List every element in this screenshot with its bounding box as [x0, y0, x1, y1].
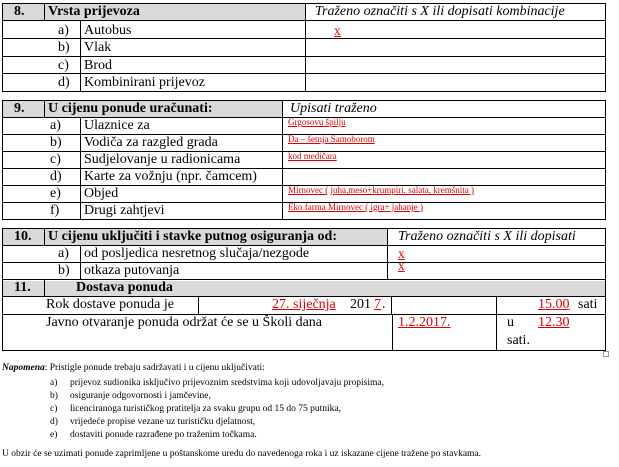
delivery-deadline-time-suffix: sati [578, 297, 598, 312]
section-9-title: U cijenu ponude uračunati: [48, 101, 213, 116]
grid-line [391, 296, 392, 314]
note-item-text: licenciranoga turističkog pratitelja za svaku grupu od 15 do 75 putnika, [70, 404, 341, 414]
item-letter: d) [50, 169, 62, 184]
section-8-title: Vrsta prijevoza [48, 4, 140, 19]
item-letter: d) [58, 75, 70, 90]
item-letter: e) [50, 186, 61, 201]
item-value: kod medičara [288, 151, 337, 161]
grid-line [605, 228, 606, 350]
item-label: Kombinirani prijevoz [84, 75, 205, 90]
grid-line [2, 279, 606, 280]
grid-line [2, 202, 606, 203]
item-label: Objed [84, 186, 119, 201]
item-value: Eko farma Mirnovec ( igra+ jahanje ) [288, 202, 424, 212]
grid-line [2, 296, 606, 297]
grid-line [2, 73, 606, 74]
grid-line [305, 3, 306, 91]
section-10-hint: Traženo označiti s X ili dopisati [398, 229, 576, 244]
note-item-letter: e) [50, 430, 58, 440]
grid-line [2, 117, 606, 118]
item-label: Sudjelovanje u radionicama [84, 152, 241, 167]
note-item-letter: a) [50, 378, 58, 388]
grid-line [605, 3, 606, 91]
section-9-hint: Upisati traženo [290, 101, 377, 116]
item-letter: a) [58, 246, 69, 261]
grid-line [605, 100, 606, 219]
delivery-deadline-time: 15.00 [538, 297, 570, 312]
grid-line [2, 91, 606, 92]
item-label: Ulaznice za [84, 118, 150, 133]
item-letter: a) [50, 118, 61, 133]
note-item-text: dostaviti ponude razrađene po traženim točkama. [70, 430, 257, 440]
item-label: Brod [84, 58, 112, 73]
delivery-deadline-label: Rok dostave ponuda je [46, 297, 174, 312]
section-11-title: Dostava ponuda [76, 280, 173, 295]
grid-line [2, 20, 606, 21]
grid-line [2, 168, 606, 169]
delivery-deadline-year-digit: 7 [374, 297, 381, 312]
grid-line [2, 134, 606, 135]
section-8-number: 8. [14, 4, 25, 19]
grid-line [80, 117, 81, 219]
grid-line [2, 3, 606, 4]
public-opening-label: Javno otvaranje ponuda održat će se u Školi dana [46, 315, 323, 330]
table-end-marker [603, 351, 609, 357]
section-11-number: 11. [14, 280, 31, 295]
grid-line [392, 314, 393, 350]
item-letter: f) [50, 203, 60, 218]
grid-line [2, 245, 606, 246]
grid-line [2, 3, 3, 91]
note-item-text: prijevoz sudionika isključivo prijevoznim sredstvima koji udovoljavaju propisima, [70, 378, 384, 388]
grid-line [2, 38, 606, 39]
grid-line [2, 56, 606, 57]
note-item-text: osiguranje odgovornosti i jamčevine, [70, 391, 211, 401]
grid-line [44, 100, 45, 117]
note-footer: U obzir će se uzimati ponude zaprimljene u poštanskome uredu do navedenoga roka i uz iskazane cijene tražene po stavkama. [2, 449, 482, 459]
section-8-hint: Traženo označiti s X ili dopisati kombinacije [315, 4, 565, 19]
grid-line [2, 350, 606, 351]
item-letter: b) [58, 263, 70, 278]
item-value: Grgosovu špilju [288, 117, 346, 127]
item-label: Autobus [84, 23, 132, 38]
grid-line [2, 219, 606, 220]
item-letter: c) [50, 152, 61, 167]
grid-line [387, 228, 388, 279]
grid-line [2, 228, 3, 350]
section-10-title: U cijenu uključiti i stavke putnog osiguranja od: [48, 229, 337, 244]
item-value: x [334, 23, 341, 38]
public-opening-date: 1.2.2017. [398, 315, 451, 330]
item-letter: b) [58, 40, 70, 55]
item-label: Vlak [84, 40, 112, 55]
grid-line [80, 245, 81, 279]
item-value: Da – šetnja Samoborom [288, 134, 375, 144]
public-opening-time-suffix: sati. [507, 333, 530, 348]
item-label: Drugi zahtjevi [84, 203, 165, 218]
grid-line [80, 20, 81, 91]
item-value: x [398, 246, 405, 261]
grid-line [2, 185, 606, 186]
item-label: od posljedica nesretnog slučaja/nezgode [84, 246, 310, 261]
grid-line [2, 262, 606, 263]
item-letter: a) [58, 23, 69, 38]
note-title: Napomena [2, 363, 45, 373]
item-label: Vodiča za razgled grada [84, 135, 218, 150]
grid-line [2, 228, 606, 229]
item-label: Karte za vožnju (npr. čamcem) [84, 169, 257, 184]
public-opening-u: u [507, 315, 514, 330]
note-item-letter: b) [50, 391, 58, 401]
note-intro: : Pristigle ponude trebaju sadržavati i u cijenu uključivati: [44, 363, 265, 373]
item-label: otkaza putovanja [84, 263, 180, 278]
item-value: x [398, 258, 405, 273]
grid-line [2, 100, 3, 219]
grid-line [282, 100, 283, 219]
grid-line [44, 279, 45, 296]
grid-line [2, 151, 606, 152]
item-letter: b) [50, 135, 62, 150]
note-item-letter: d) [50, 417, 58, 427]
delivery-deadline-year-prefix: 201 [350, 297, 371, 312]
grid-line [2, 100, 606, 101]
note-item-text: vrijedeće propise vezane uz turističku djelatnost, [70, 417, 256, 427]
note-item-letter: c) [50, 404, 58, 414]
delivery-deadline-day: 27. siječnja [272, 297, 336, 312]
grid-line [198, 296, 199, 314]
delivery-deadline-dot: . [382, 297, 386, 312]
grid-line [2, 314, 606, 315]
grid-line [44, 228, 45, 245]
item-letter: c) [58, 58, 69, 73]
item-value: Mirnovec ( juha,meso+krumpiri, salata, kremšnita ) [288, 185, 475, 195]
grid-line [44, 3, 45, 20]
public-opening-time: 12.30 [538, 315, 570, 330]
section-10-number: 10. [14, 229, 32, 244]
section-9-number: 9. [14, 101, 25, 116]
grid-line [496, 296, 497, 350]
